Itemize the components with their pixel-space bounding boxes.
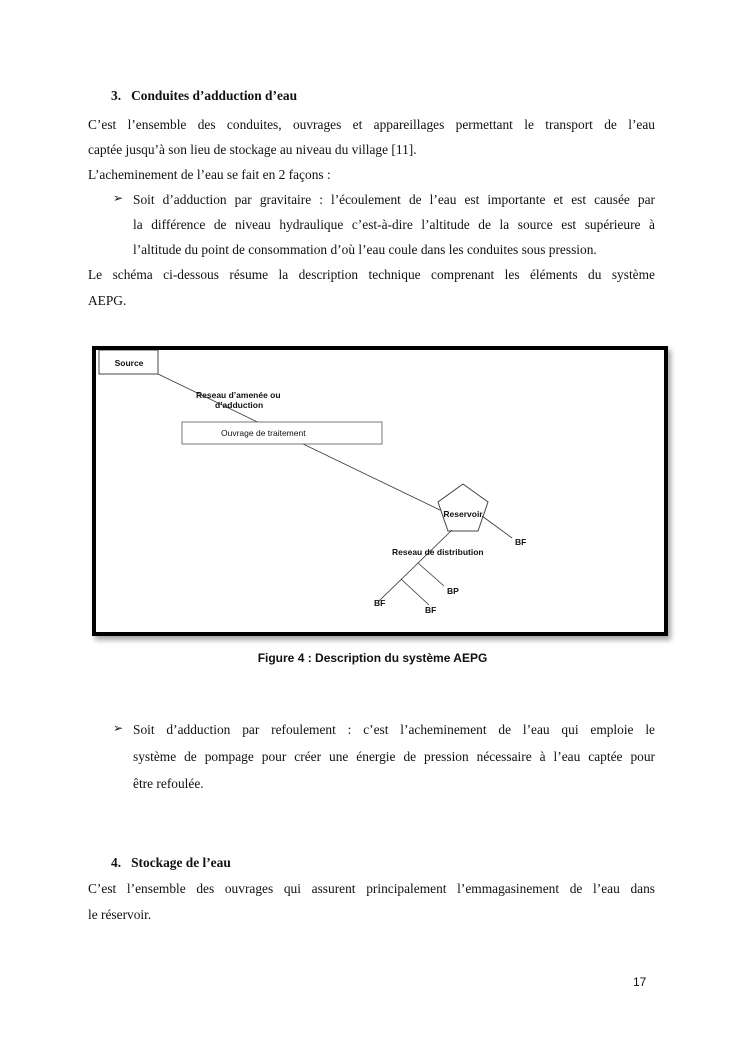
bullet-arrow-icon: ➢ <box>113 191 124 205</box>
aepg-diagram-svg <box>96 350 664 632</box>
section-4-number: 4. <box>111 855 122 870</box>
bf-left-label: BF <box>374 598 386 608</box>
section-4-heading <box>111 854 231 872</box>
bullet1-line3: l’altitude du point de consommation d’où l’eau coule dans les conduites sous pression. <box>133 242 597 257</box>
distribution-main-line <box>378 530 452 602</box>
bullet1-line2: la différence de niveau hydraulique c’est-à-dire l’altitude de la source est supérieure à <box>133 217 655 232</box>
aepg-diagram <box>92 346 668 636</box>
section-3-para1-line2: captée jusqu’à son lieu de stockage au niveau du village [11]. <box>88 142 417 157</box>
bullet-arrow-icon: ➢ <box>113 721 124 735</box>
section-3-para1-line1: C’est l’ensemble des conduites, ouvrages et appareillages permettant le transport de l’eau <box>88 117 655 132</box>
bullet2-line3: être refoulée. <box>133 776 204 791</box>
bullet2-line2: système de pompage pour créer une énergie de pression nécessaire à l’eau captée pour <box>133 749 655 764</box>
section-3-para3-line2: AEPG. <box>88 293 127 308</box>
bullet2-line1: Soit d’adduction par refoulement : c’est l’acheminement de l’eau qui emploie le <box>133 722 655 737</box>
reservoir-shape <box>438 484 488 531</box>
branch-bf-bottom-line <box>401 579 429 605</box>
reseau-distribution-label: Reseau de distribution <box>392 547 484 557</box>
branch-bp-line <box>418 563 444 586</box>
source-label: Source <box>114 358 144 368</box>
section-3-number: 3. <box>111 88 122 103</box>
section-4-para-line2: le réservoir. <box>88 907 152 922</box>
figure-caption: Figure 4 : Description du système AEPG <box>257 651 488 665</box>
section-3-para2: L’acheminement de l’eau se fait en 2 façons : <box>88 167 331 182</box>
page-number: 17 <box>633 975 647 989</box>
ouvrage-traitement-label: Ouvrage de traitement <box>221 428 306 438</box>
bp-label: BP <box>447 586 459 596</box>
section-4-para-line1: C’est l’ensemble des ouvrages qui assurent principalement l’emmagasinement de l’eau dans <box>88 881 655 896</box>
bullet1-line1: Soit d’adduction par gravitaire : l’écoulement de l’eau est importante et est causée par <box>133 192 655 207</box>
reseau-amenee-label-1: Reseau d’amenée ou <box>196 390 281 400</box>
section-3-heading <box>111 87 297 105</box>
section-4-title: Stockage de l’eau <box>131 855 231 870</box>
section-3-para3-line1: Le schéma ci-dessous résume la description technique comprenant les éléments du système <box>88 267 655 282</box>
bf-right-label: BF <box>515 537 527 547</box>
reservoir-label: Reservoir <box>443 509 483 519</box>
reseau-amenee-label-2: d’adduction <box>215 400 264 410</box>
section-3-title: Conduites d’adduction d’eau <box>131 88 298 103</box>
bf-bottom-label: BF <box>425 605 437 615</box>
bf-right-line <box>482 516 512 538</box>
